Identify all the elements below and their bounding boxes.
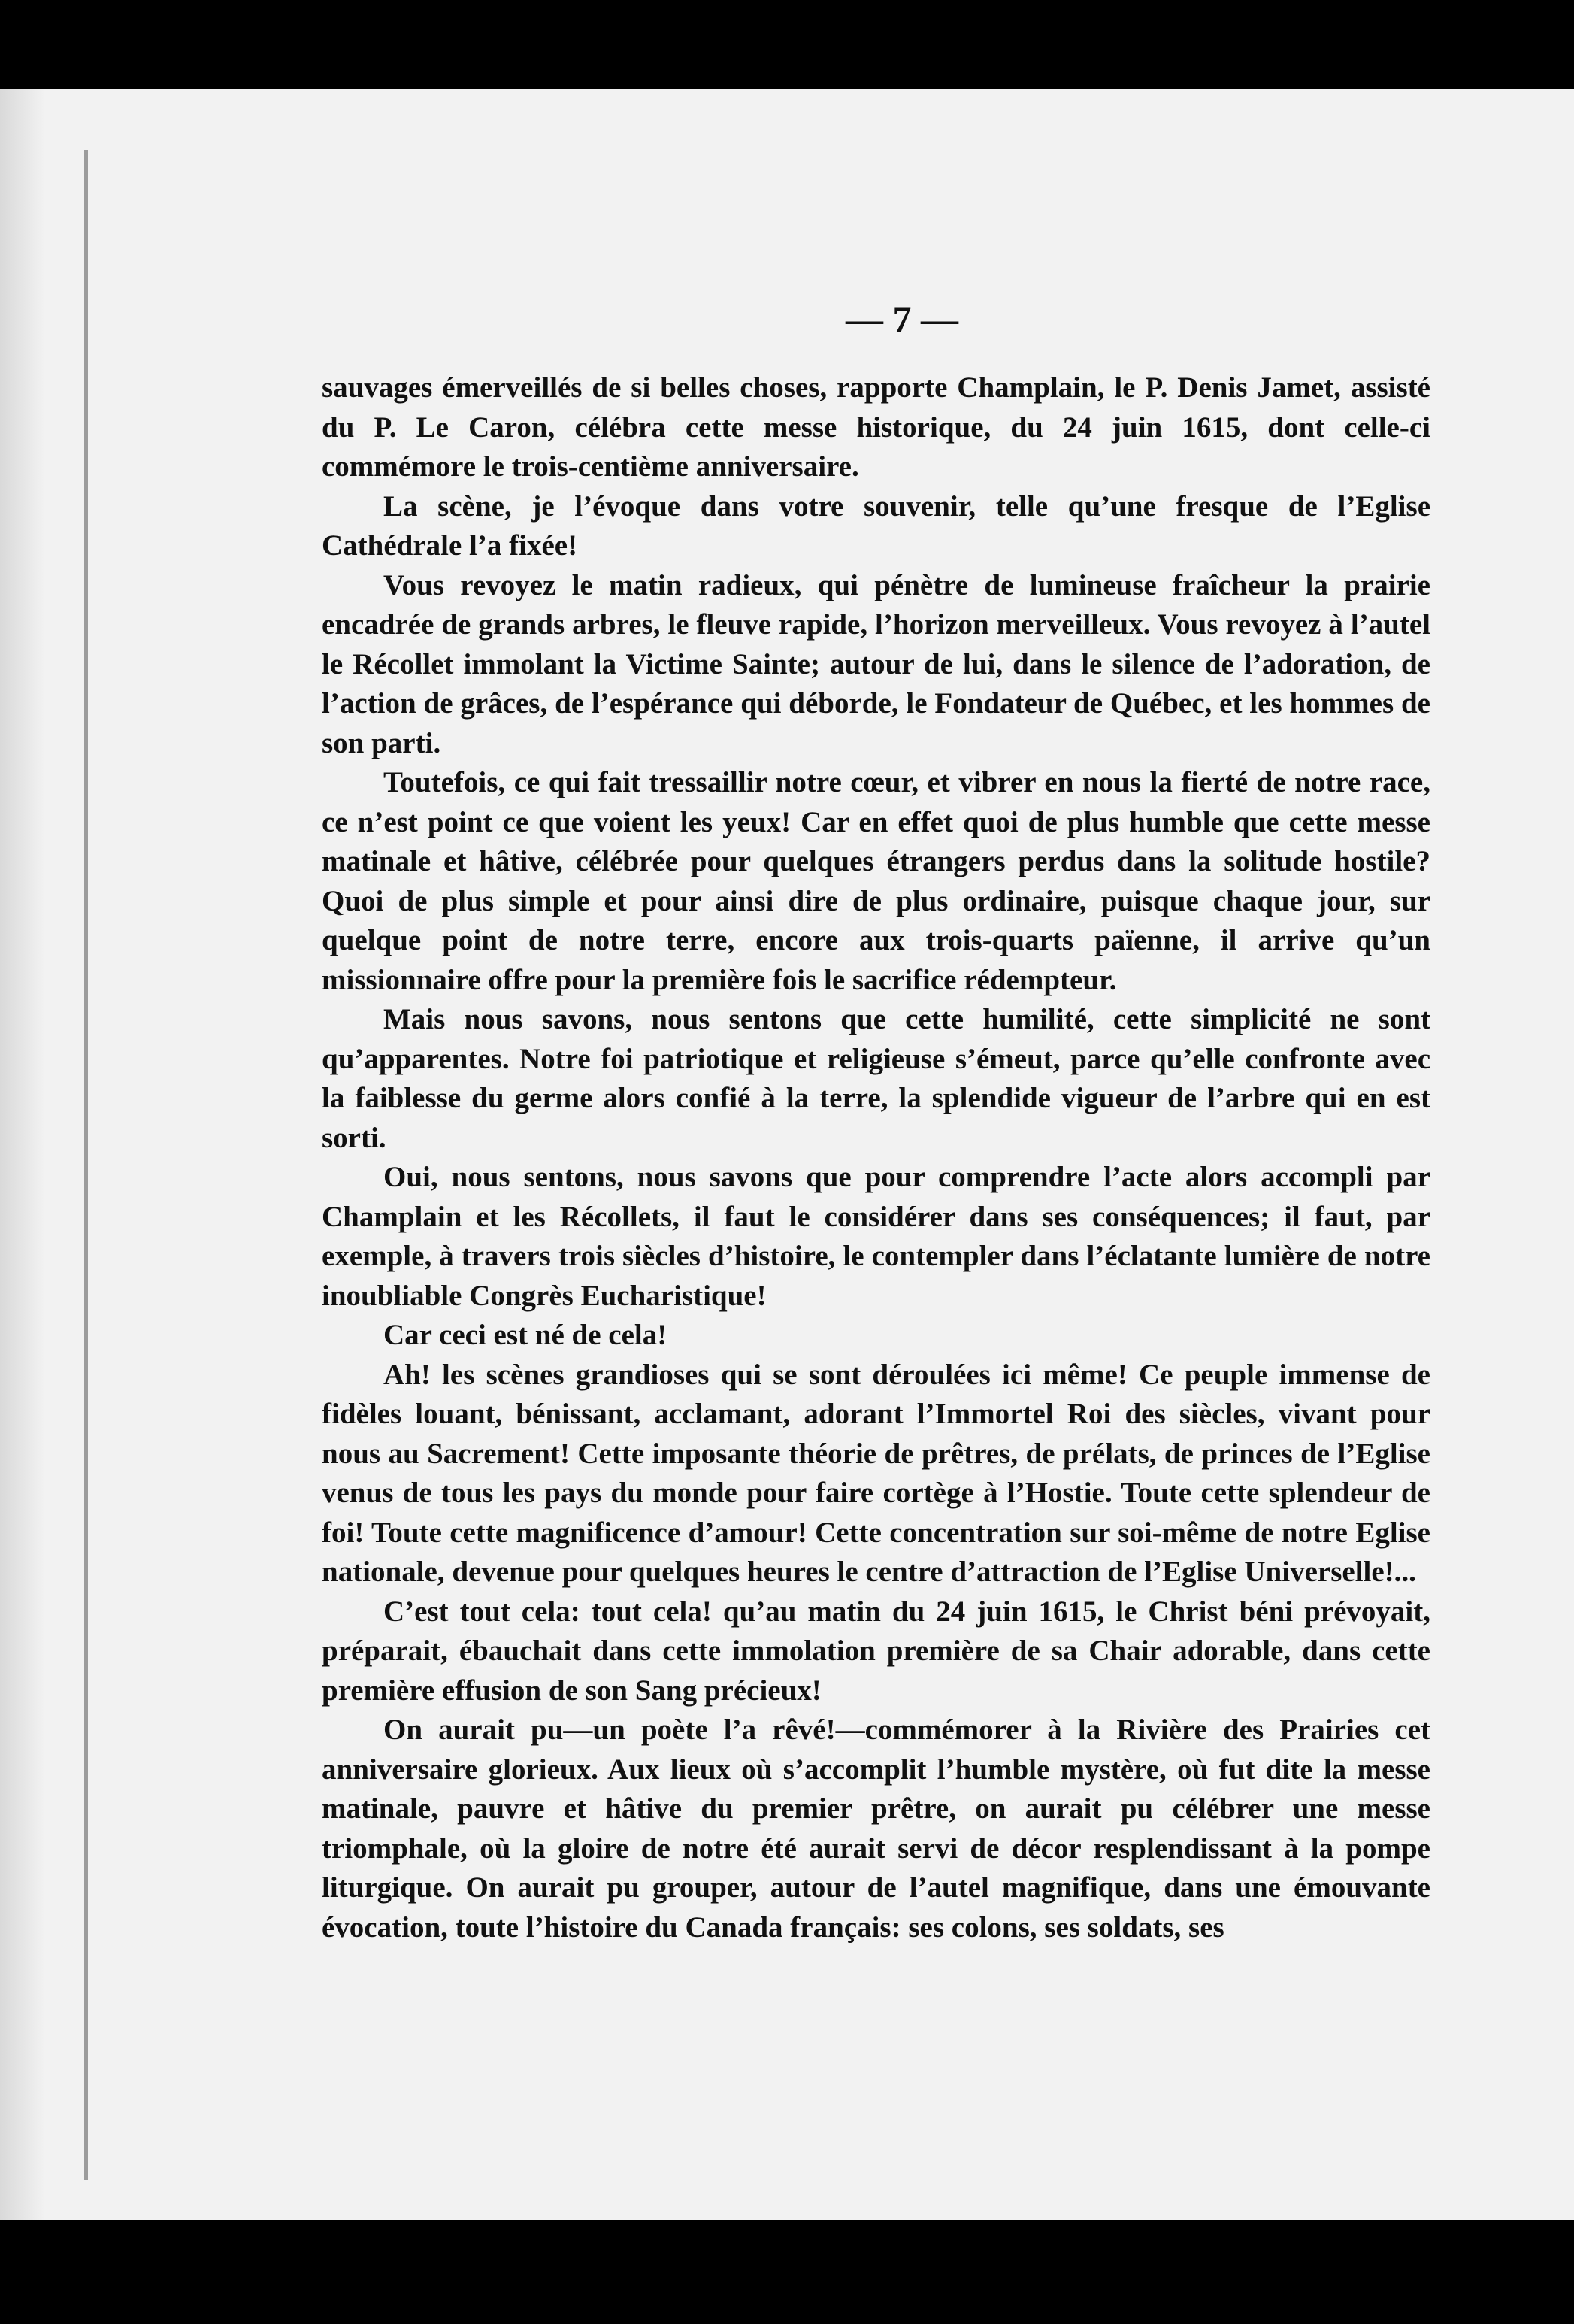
paragraph-7: Car ceci est né de cela!	[383, 1319, 667, 1351]
page-edge-shadow	[0, 89, 45, 2220]
paragraph-9: C’est tout cela: tout cela! qu’au matin du 24 juin 1615, le Christ béni prévoyait, préparait, ébauchait dans cette immolation première de sa Chair adorable, dans cette première effusion de son Sang précieux!	[322, 1595, 1430, 1707]
paragraph-8: Ah! les scènes grandioses qui se sont déroulées ici même! Ce peuple immense de fidèles louant, bénissant, acclamant, adorant l’Immortel Roi des siècles, vivant pour nous au Sacrement! Cette imposante théorie de prêtres, de prélats, de princes de l’Eglise venus de tous les pays du monde pour faire cortège à l’Hostie. Toute cette splendeur de foi! Toute cette magnificence d’amour! Cette concentration sur soi-même de notre Eglise nationale, devenue pour quelques heures le centre d’attraction de l’Eglise Universelle!...	[322, 1358, 1430, 1588]
paragraph-5: Mais nous savons, nous sentons que cette humilité, cette simplicité ne sont qu’apparentes. Notre foi patriotique et religieuse s’émeut, parce qu’elle confronte avec la faiblesse du germe alors confié à la terre, la splendide vigueur de l’arbre qui en est sorti.	[322, 1003, 1430, 1154]
binding-marks	[84, 150, 141, 2180]
paragraph-10: On aurait pu—un poète l’a rêvé!—commémorer à la Rivière des Prairies cet anniversaire glorieux. Aux lieux où s’accomplit l’humble mystère, où fut dite la messe matinale, pauvre et hâtive du premier prêtre, on aurait pu célébrer une messe triomphale, où la gloire de notre été aurait servi de décor resplendissant à la pompe liturgique. On aurait pu grouper, autour de l’autel magnifique, dans une émouvante évocation, toute l’histoire du Canada français: ses colons, ses soldats, ses	[322, 1713, 1430, 1944]
paragraph-6: Oui, nous sentons, nous savons que pour comprendre l’acte alors accompli par Champlain et les Récollets, il faut le considérer dans ses conséquences; il faut, par exemple, à travers trois siècles d’histoire, le contempler dans l’éclatante lumière de notre inoubliable Congrès Eucharistique!	[322, 1161, 1430, 1312]
paragraph-3: Vous revoyez le matin radieux, qui pénètre de lumineuse fraîcheur la prairie encadrée de grands arbres, le fleuve rapide, l’horizon merveilleux. Vous revoyez à l’autel le Récollet immolant la Victime Sainte; autour de lui, dans le silence de l’adoration, de l’action de grâces, de l’espérance qui déborde, le Fondateur de Québec, et les hommes de son parti.	[322, 568, 1430, 759]
body-text	[322, 368, 1430, 1947]
paragraph-4: Toutefois, ce qui fait tressaillir notre cœur, et vibrer en nous la fierté de notre race, ce n’est point ce que voient les yeux! Car en effet quoi de plus humble que cette messe matinale et hâtive, célébrée pour quelques étrangers perdus dans la solitude hostile? Quoi de plus simple et pour ainsi dire de plus ordinaire, puisque chaque jour, sur quelque point de notre terre, encore aux trois-quarts païenne, il arrive qu’un missionnaire offre pour la première fois le sacrifice rédempteur.	[322, 766, 1430, 996]
paragraph-1: sauvages émerveillés de si belles choses, rapporte Champlain, le P. Denis Jamet, assisté du P. Le Caron, célébra cette messe historique, du 24 juin 1615, dont celle-ci commémore le trois-centième anniversaire.	[322, 371, 1430, 483]
paragraph-2: La scène, je l’évoque dans votre souvenir, telle qu’une fresque de l’Eglise Cathédrale l’a fixée!	[322, 489, 1430, 562]
page-number: — 7 —	[846, 298, 958, 340]
